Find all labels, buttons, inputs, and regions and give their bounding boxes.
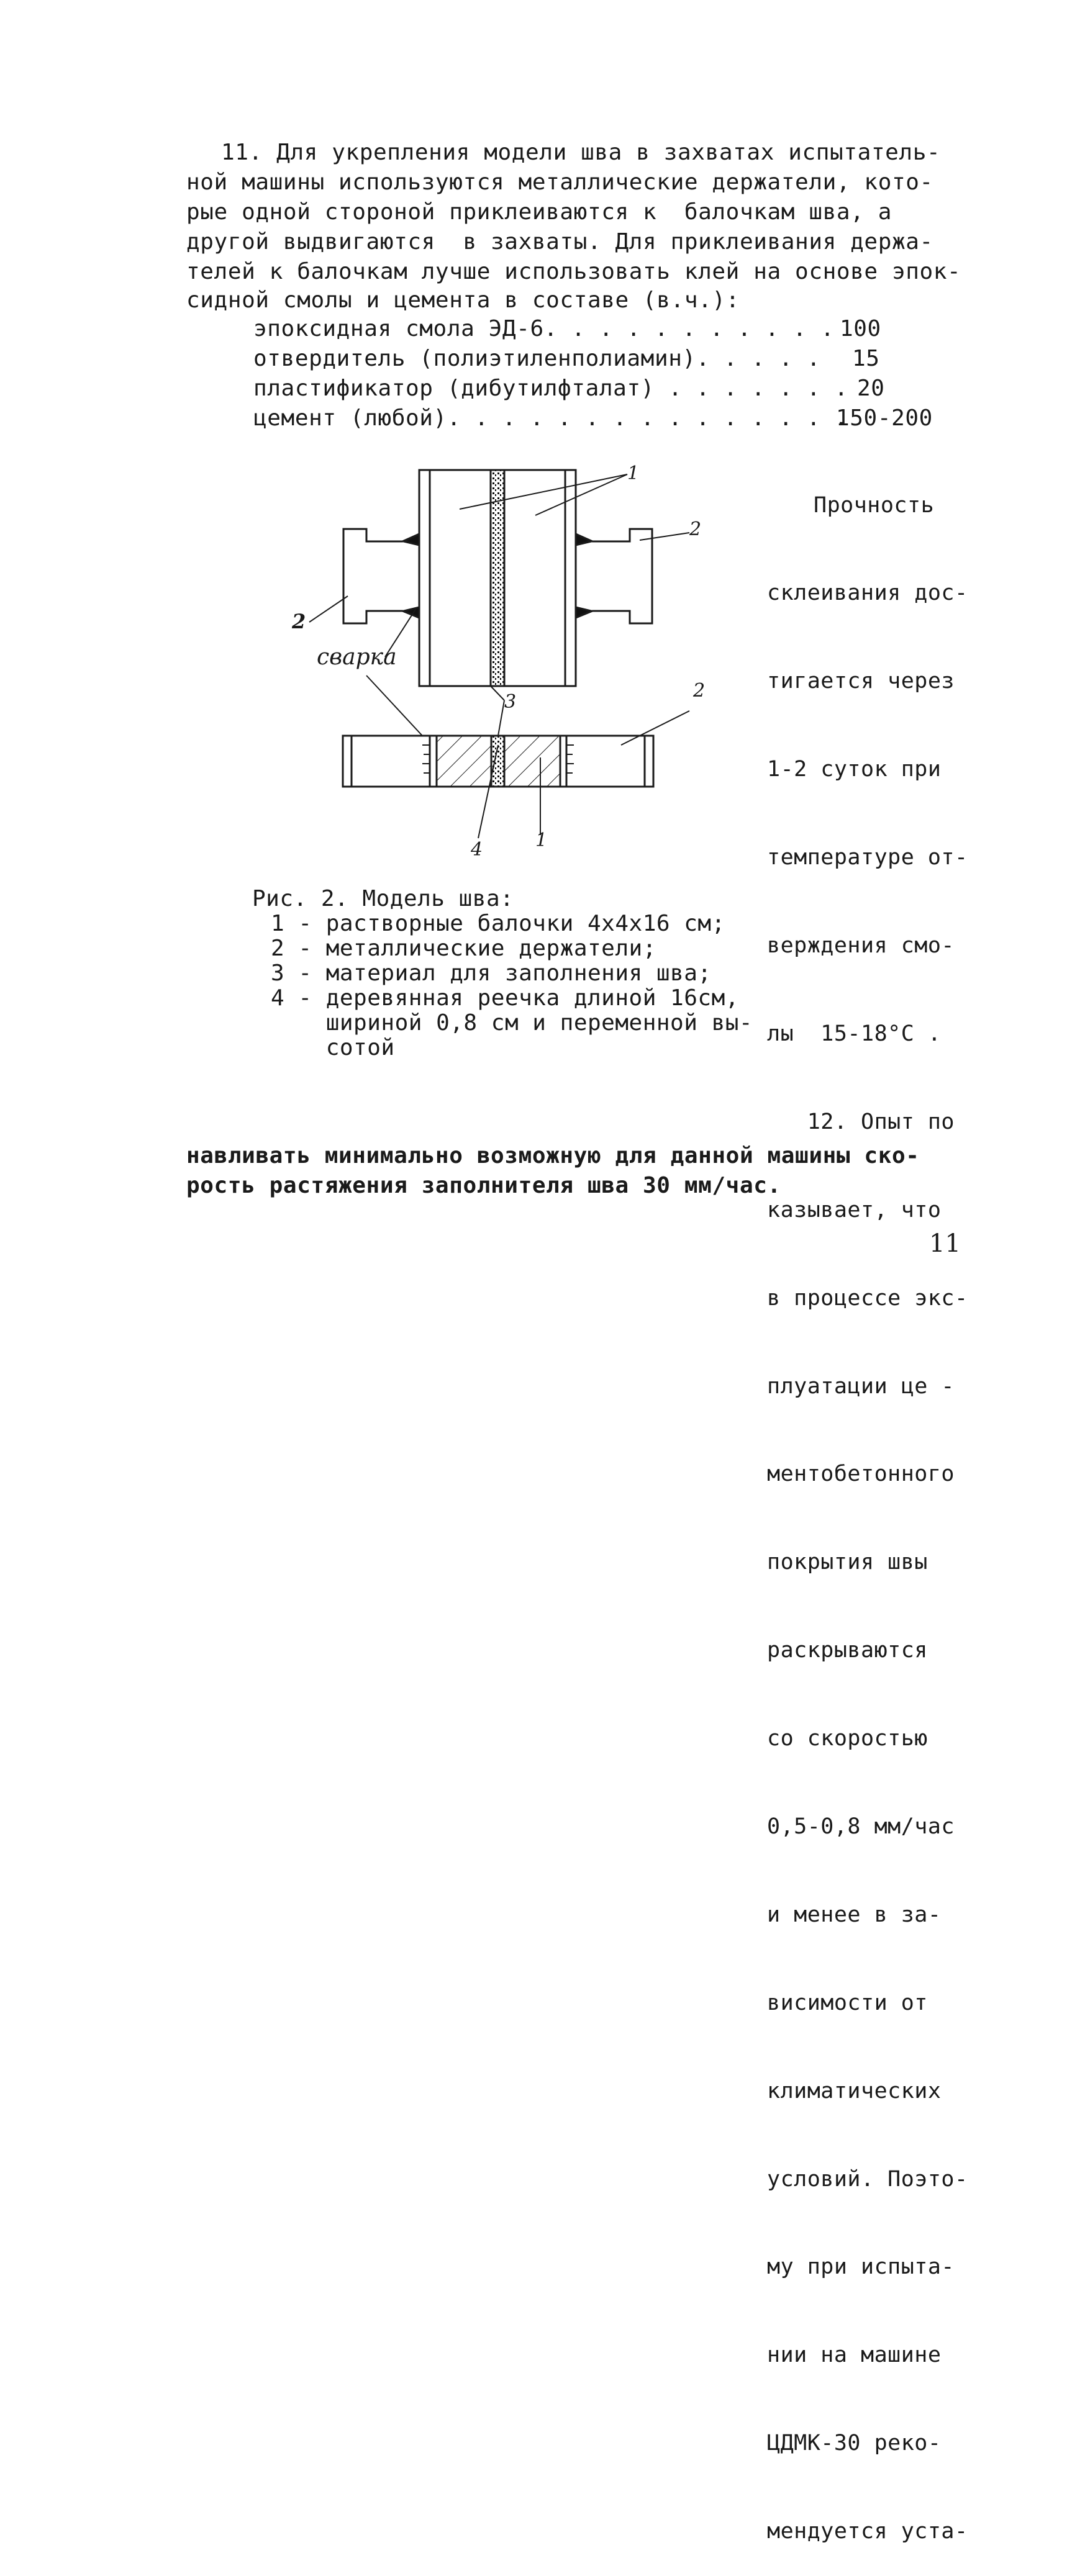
- page-number: 11: [929, 1229, 961, 1258]
- caption-item: 3 - материал для заполнения шва;: [271, 960, 712, 986]
- label-1-side: 1: [535, 829, 548, 851]
- text-line: сидной смолы и цемента в составе (в.ч.):: [186, 287, 740, 313]
- text-line: склеивания дос-: [767, 581, 968, 606]
- text-line: и менее в за-: [767, 1902, 942, 1927]
- text-line: тигается через: [767, 669, 955, 694]
- caption-item: 1 - растворные балочки 4х4х16 см;: [271, 911, 725, 936]
- composition-name: эпоксидная смола ЭД-6. . . . . . . . . . .: [253, 316, 835, 341]
- text-line: лы 15-18°С .: [767, 1021, 942, 1046]
- text-line: в процессе экс-: [767, 1285, 968, 1311]
- text-line: рые одной стороной приклеиваются к балочкам шва, а: [186, 199, 892, 225]
- text-line: рость растяжения заполнителя шва 30 мм/час.: [186, 1173, 781, 1198]
- text-line: условий. Поэто-: [767, 2166, 968, 2192]
- seam-filler: [491, 736, 504, 787]
- text-line: Прочность: [814, 492, 935, 518]
- text-line: 0,5-0,8 мм/час: [767, 1814, 955, 1839]
- text-line: плуатации це -: [767, 1373, 955, 1399]
- composition-value: 15: [852, 346, 880, 371]
- text-line: му при испыта-: [767, 2254, 955, 2280]
- mortar-beam: [437, 736, 491, 787]
- label-4: 4: [471, 839, 483, 861]
- text-line: ЦДМК-30 реко-: [767, 2431, 942, 2456]
- label-svarka: сварка: [317, 644, 397, 670]
- text-line: климатических: [767, 2078, 942, 2104]
- weld: [576, 534, 591, 545]
- text-line: навливать минимально возможную для данной машины ско-: [186, 1143, 920, 1168]
- text-line: со скоростью: [767, 1726, 928, 1751]
- text-line: нии на машине: [767, 2343, 942, 2368]
- text-line: казывает, что: [767, 1197, 942, 1222]
- text-line: телей к балочкам лучше использовать клей на основе эпок-: [186, 259, 961, 284]
- text-line: верждения смо-: [767, 933, 955, 959]
- composition-name: отвердитель (полиэтиленполиамин). . . . .: [253, 346, 821, 371]
- text-line: температуре от-: [767, 845, 968, 870]
- composition-name: пластификатор (дибутилфталат) . . . . . . .: [253, 376, 848, 401]
- caption-item: 4 - деревянная реечка длиной 16см,: [271, 985, 739, 1011]
- text-line: 12. Опыт по: [767, 1109, 955, 1134]
- text-line: другой выдвигаются в захваты. Для приклеивания держа-: [186, 229, 933, 255]
- label-2-side: 2: [693, 680, 706, 702]
- text-line: покрытия швы: [767, 1550, 928, 1575]
- composition-name: цемент (любой). . . . . . . . . . . . . . .: [253, 405, 848, 431]
- caption-item: шириной 0,8 см и переменной вы-: [271, 1010, 753, 1036]
- text-line: ной машины используются металлические держатели, кото-: [186, 169, 933, 195]
- composition-value: 20: [857, 376, 885, 401]
- text-line: ментобетонного: [767, 1462, 955, 1487]
- caption-item: 2 - металлические держатели;: [271, 936, 656, 961]
- label-2-left: 2: [292, 610, 306, 633]
- text-line: мендуется уста-: [767, 2519, 968, 2544]
- weld: [576, 607, 591, 618]
- text-line: раскрываются: [767, 1638, 928, 1663]
- caption-item: сотой: [271, 1035, 395, 1060]
- label-2-right: 2: [689, 518, 702, 540]
- composition-value: 150-200: [836, 405, 933, 431]
- composition-value: 100: [840, 316, 881, 341]
- label-1-top: 1: [627, 463, 640, 484]
- mortar-beam: [504, 736, 560, 787]
- text-line: висимости от: [767, 1990, 928, 2015]
- caption-title: Рис. 2. Модель шва:: [252, 886, 514, 911]
- text-line: 11. Для укрепления модели шва в захватах испытатель-: [221, 140, 941, 165]
- weld: [404, 534, 419, 545]
- label-3: 3: [504, 691, 517, 713]
- text-line: 1-2 суток при: [767, 757, 942, 782]
